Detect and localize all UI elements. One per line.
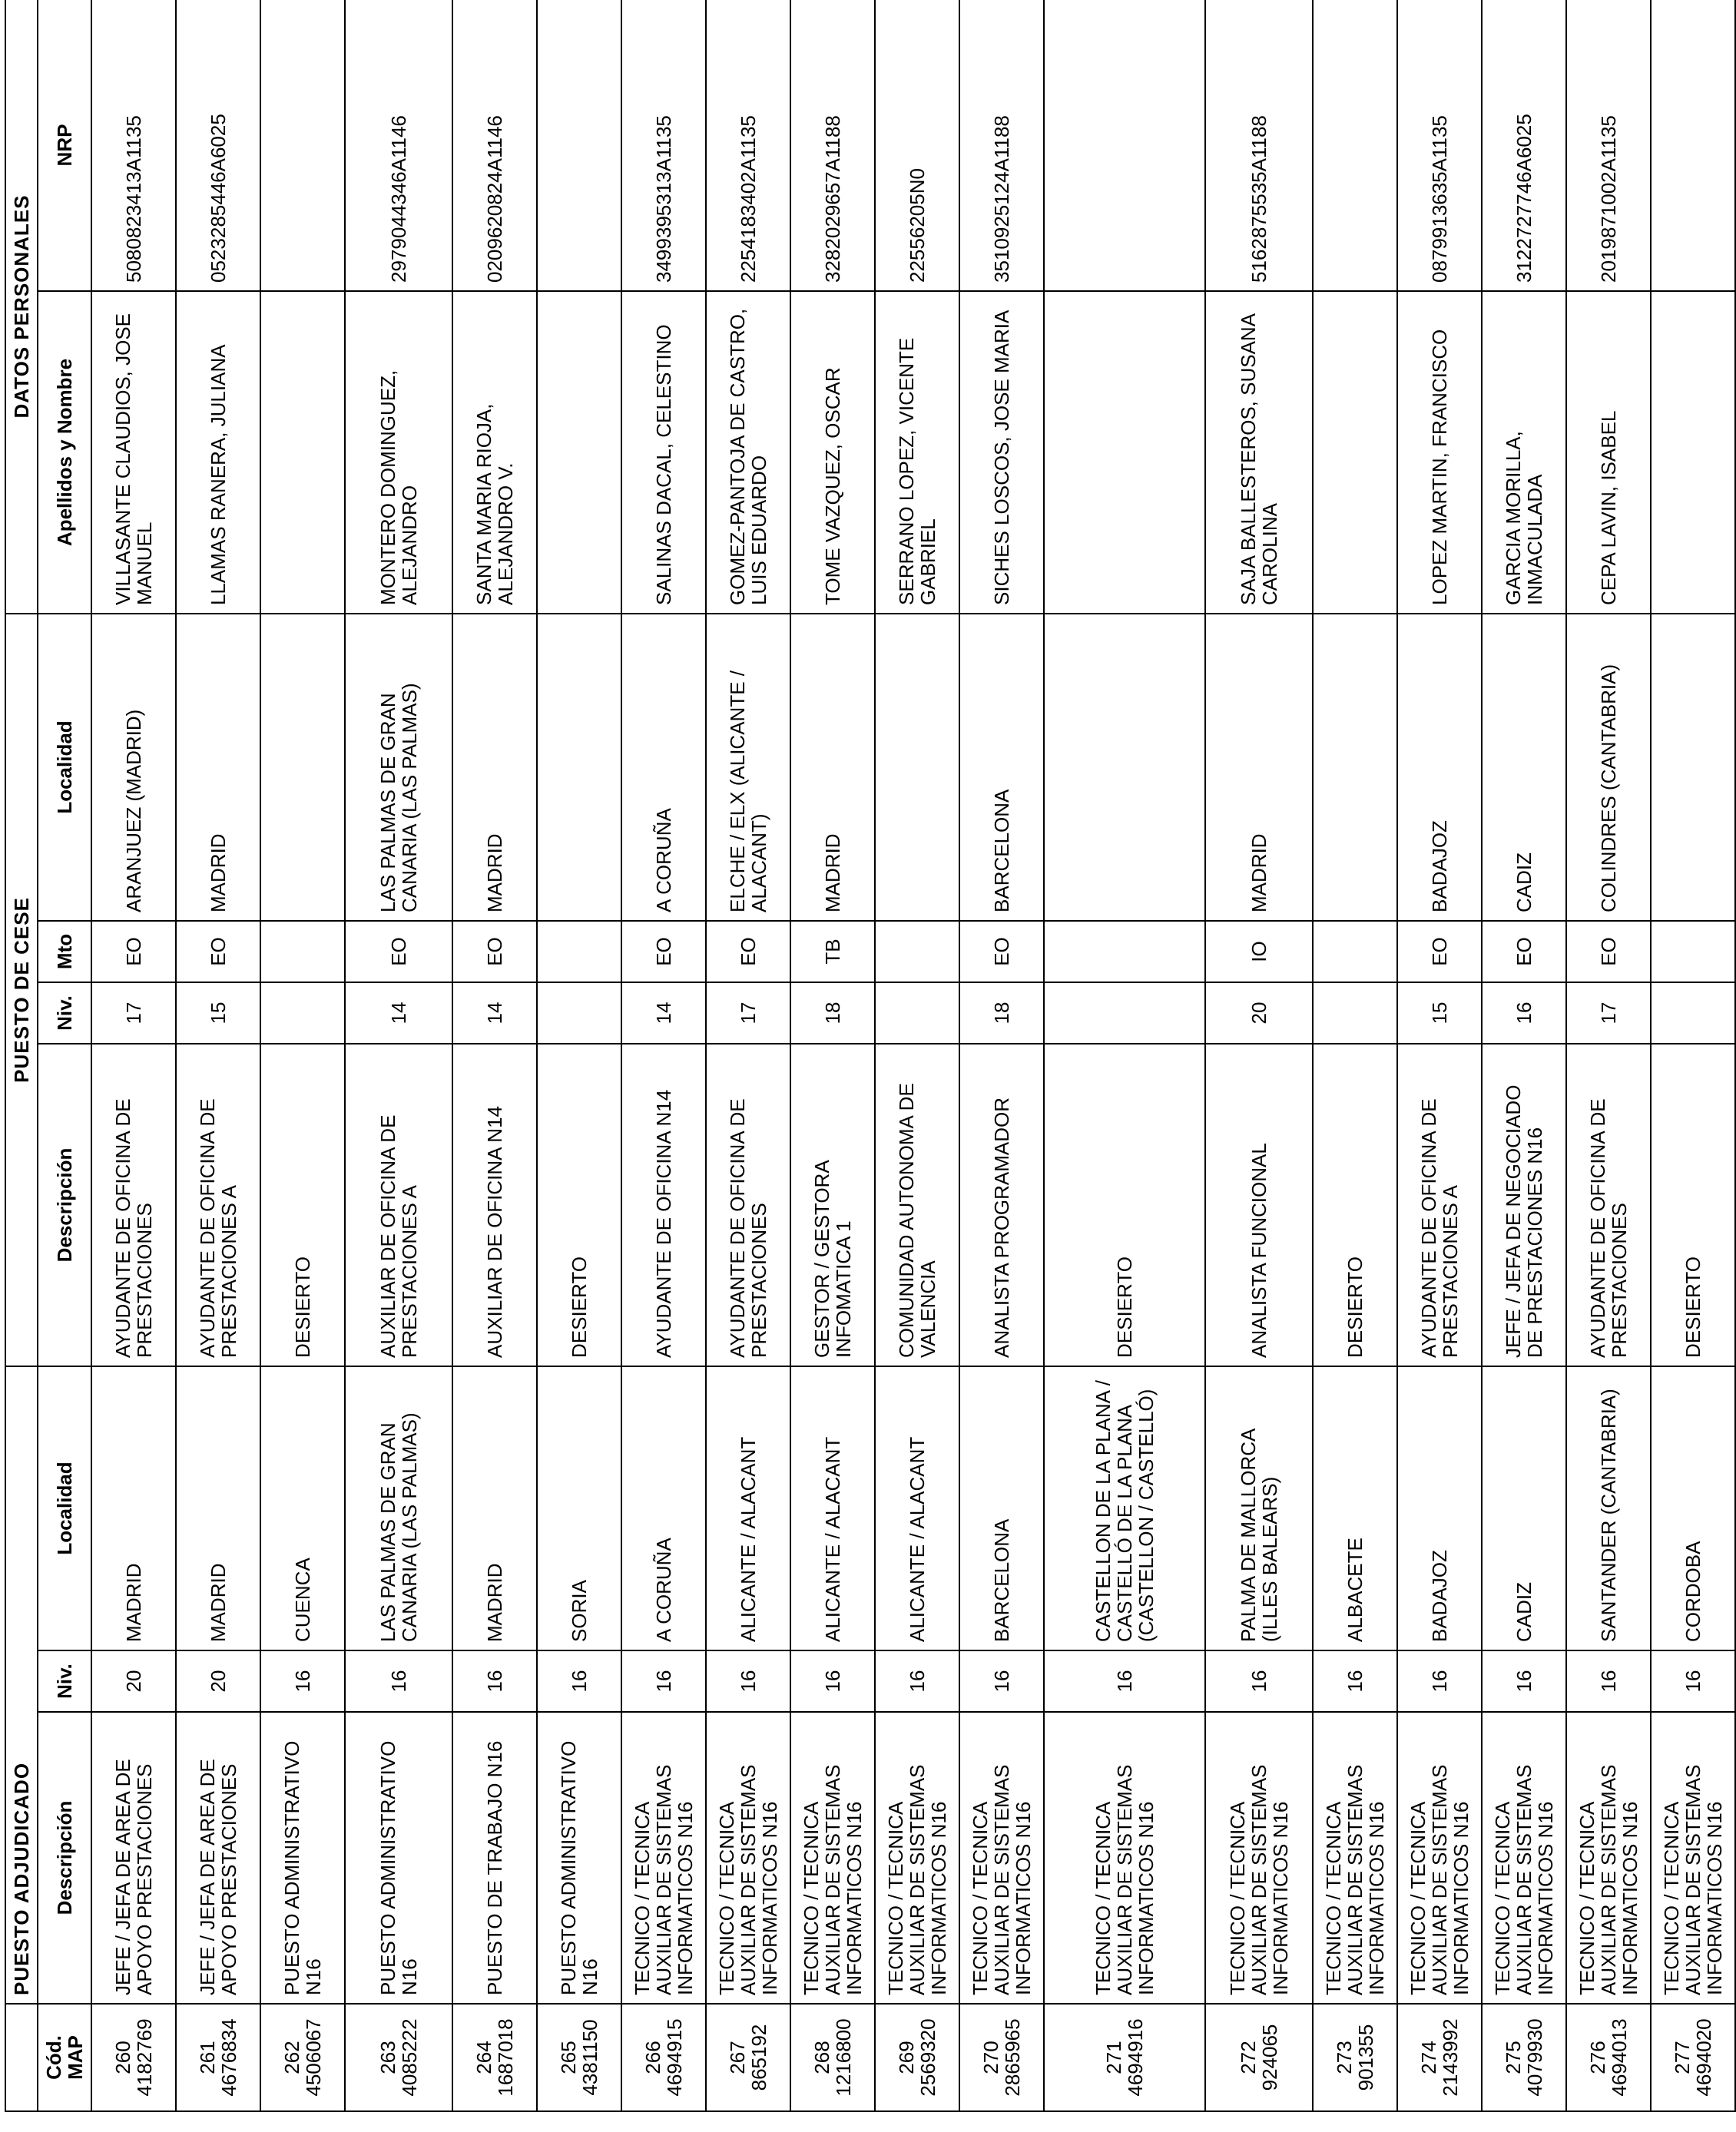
cell-cod-map xyxy=(176,2004,260,2111)
map-code: 865192 xyxy=(747,2024,770,2091)
cell-nrp: 0523285446A6025 xyxy=(176,0,260,291)
cell-mto: EO xyxy=(345,921,452,982)
cell-cod-map xyxy=(790,2004,875,2111)
cell-descripcion: TECNICO / TECNICA AUXILIAR DE SISTEMAS INFORMATICOS N16 xyxy=(1566,1712,1651,2004)
cell-mto: EO xyxy=(1397,921,1482,982)
cell-cod-map xyxy=(345,2004,452,2111)
cell-cese-descripcion: AUXILIAR DE OFICINA DE PRESTACIONES A xyxy=(345,1044,452,1366)
cell-cese-localidad xyxy=(1651,614,1735,921)
cell-cese-localidad: MADRID xyxy=(1205,614,1313,921)
cell-cese-niv: 15 xyxy=(1397,982,1482,1044)
header-cese-descripcion: Descripción xyxy=(38,1044,91,1366)
cell-nrp: 22556205N0 xyxy=(875,0,959,291)
cell-niv: 16 xyxy=(706,1650,790,1712)
cell-niv: 16 xyxy=(1651,1650,1735,1712)
cell-mto xyxy=(537,921,621,982)
cell-cod-map xyxy=(1313,2004,1397,2111)
cell-localidad: CORDOBA xyxy=(1651,1366,1735,1650)
cell-nrp: 3510925124A1188 xyxy=(959,0,1044,291)
cell-nrp: 0209620824A1146 xyxy=(452,0,537,291)
cell-cod-map xyxy=(1205,2004,1313,2111)
map-code: 4506067 xyxy=(302,2018,325,2097)
cell-apellidos-nombre: SANTA MARIA RIOJA, ALEJANDRO V. xyxy=(452,291,537,614)
cell-cese-descripcion: DESIERTO xyxy=(1313,1044,1397,1366)
row-number: 276 xyxy=(1586,2041,1609,2074)
map-code: 4381150 xyxy=(578,2019,601,2096)
header-apellidos-nombre: Apellidos y Nombre xyxy=(38,291,91,614)
cell-cese-descripcion: DESIERTO xyxy=(260,1044,345,1366)
cell-cese-niv: 14 xyxy=(621,982,706,1044)
cell-nrp xyxy=(537,0,621,291)
cell-nrp: 5162875535A1188 xyxy=(1205,0,1313,291)
row-number: 272 xyxy=(1237,2041,1260,2074)
header-descripcion: Descripción xyxy=(38,1712,91,2004)
cell-cese-niv: 14 xyxy=(345,982,452,1044)
cell-mto xyxy=(1313,921,1397,982)
table-row xyxy=(1397,0,1482,2111)
table-body xyxy=(91,0,1735,2111)
cell-cod-map xyxy=(452,2004,537,2111)
cell-nrp xyxy=(1651,0,1735,291)
cell-cese-niv: 17 xyxy=(91,982,176,1044)
cell-apellidos-nombre xyxy=(1044,291,1205,614)
cell-descripcion: TECNICO / TECNICA AUXILIAR DE SISTEMAS INFORMATICOS N16 xyxy=(875,1712,959,2004)
section-adjudicado: PUESTO ADJUDICADO xyxy=(5,1366,38,2004)
cell-niv: 20 xyxy=(91,1650,176,1712)
cell-cese-descripcion: GESTOR / GESTORA INFOMATICA 1 xyxy=(790,1044,875,1366)
cell-cese-localidad: A CORUÑA xyxy=(621,614,706,921)
cell-niv: 16 xyxy=(790,1650,875,1712)
cell-localidad: CUENCA xyxy=(260,1366,345,1650)
table-row xyxy=(1313,0,1397,2111)
cell-cese-descripcion: AYUDANTE DE OFICINA DE PRESTACIONES xyxy=(706,1044,790,1366)
row-number: 273 xyxy=(1333,2041,1356,2074)
cell-cese-descripcion: ANALISTA FUNCIONAL xyxy=(1205,1044,1313,1366)
cell-apellidos-nombre: GARCIA MORILLA, INMACULADA xyxy=(1482,291,1566,614)
cell-descripcion: TECNICO / TECNICA AUXILIAR DE SISTEMAS INFORMATICOS N16 xyxy=(1044,1712,1205,2004)
map-code: 4694915 xyxy=(663,2018,686,2097)
cell-niv: 16 xyxy=(875,1650,959,1712)
cell-mto: EO xyxy=(706,921,790,982)
cell-cese-localidad: LAS PALMAS DE GRAN CANARIA (LAS PALMAS) xyxy=(345,614,452,921)
row-number: 270 xyxy=(979,2041,1002,2074)
cell-localidad: SANTANDER (CANTABRIA) xyxy=(1566,1366,1651,1650)
cell-niv: 20 xyxy=(176,1650,260,1712)
row-number: 263 xyxy=(376,2041,399,2074)
table-row xyxy=(1651,0,1735,2111)
row-number: 274 xyxy=(1417,2041,1440,2074)
table-row xyxy=(345,0,452,2111)
cell-cese-niv: 18 xyxy=(790,982,875,1044)
table-row xyxy=(537,0,621,2111)
cell-localidad: SORIA xyxy=(537,1366,621,1650)
cell-localidad: CADIZ xyxy=(1482,1366,1566,1650)
cell-cese-localidad: MADRID xyxy=(452,614,537,921)
cell-nrp: 2019871002A1135 xyxy=(1566,0,1651,291)
map-code: 1216800 xyxy=(832,2018,855,2097)
cell-nrp xyxy=(1313,0,1397,291)
table-row xyxy=(91,0,176,2111)
cell-apellidos-nombre: VILLASANTE CLAUDIOS, JOSE MANUEL xyxy=(91,291,176,614)
cell-niv: 16 xyxy=(1566,1650,1651,1712)
row-number: 267 xyxy=(726,2041,749,2074)
cell-nrp: 5080823413A1135 xyxy=(91,0,176,291)
cell-niv: 16 xyxy=(260,1650,345,1712)
cell-mto: TB xyxy=(790,921,875,982)
section-cese: PUESTO DE CESE xyxy=(5,614,38,1366)
cell-localidad: A CORUÑA xyxy=(621,1366,706,1650)
cell-cese-descripcion: AYUDANTE DE OFICINA N14 xyxy=(621,1044,706,1366)
row-number: 269 xyxy=(895,2041,918,2074)
cell-localidad: PALMA DE MALLORCA (ILLES BALEARS) xyxy=(1205,1366,1313,1650)
cell-mto: EO xyxy=(959,921,1044,982)
row-number: 262 xyxy=(280,2041,303,2074)
cell-mto: EO xyxy=(1566,921,1651,982)
cell-niv: 16 xyxy=(621,1650,706,1712)
cell-mto: EO xyxy=(1482,921,1566,982)
cell-cese-descripcion: DESIERTO xyxy=(1651,1044,1735,1366)
section-header-row xyxy=(5,0,38,2111)
cell-cese-niv xyxy=(537,982,621,1044)
cell-apellidos-nombre xyxy=(1651,291,1735,614)
cell-niv: 16 xyxy=(1205,1650,1313,1712)
cell-cod-map xyxy=(260,2004,345,2111)
cell-cese-niv xyxy=(875,982,959,1044)
cell-nrp xyxy=(1044,0,1205,291)
cell-cod-map xyxy=(91,2004,176,2111)
cell-cese-niv: 14 xyxy=(452,982,537,1044)
cell-descripcion: TECNICO / TECNICA AUXILIAR DE SISTEMAS INFORMATICOS N16 xyxy=(1205,1712,1313,2004)
cell-apellidos-nombre: GOMEZ-PANTOJA DE CASTRO, LUIS EDUARDO xyxy=(706,291,790,614)
section-datos-personales: DATOS PERSONALES xyxy=(5,0,38,614)
assignment-table xyxy=(5,0,1736,2112)
cell-cese-localidad: BADAJOZ xyxy=(1397,614,1482,921)
cell-cese-niv xyxy=(1651,982,1735,1044)
cell-localidad: LAS PALMAS DE GRAN CANARIA (LAS PALMAS) xyxy=(345,1366,452,1650)
map-code: 924065 xyxy=(1258,2024,1281,2091)
cell-cese-localidad xyxy=(875,614,959,921)
table-row xyxy=(1566,0,1651,2111)
cell-nrp: 3499395313A1135 xyxy=(621,0,706,291)
cell-cese-niv xyxy=(1313,982,1397,1044)
cell-cod-map xyxy=(621,2004,706,2111)
cell-nrp: 2979044346A1146 xyxy=(345,0,452,291)
table-row xyxy=(1044,0,1205,2111)
cell-localidad: ALICANTE / ALACANT xyxy=(790,1366,875,1650)
map-code: 4085222 xyxy=(398,2018,421,2097)
table-row xyxy=(452,0,537,2111)
cell-niv: 16 xyxy=(537,1650,621,1712)
cell-descripcion: PUESTO DE TRABAJO N16 xyxy=(452,1712,537,2004)
map-code: 2865965 xyxy=(1001,2018,1024,2097)
cell-cese-descripcion: AUXILIAR DE OFICINA N14 xyxy=(452,1044,537,1366)
cell-descripcion: TECNICO / TECNICA AUXILIAR DE SISTEMAS INFORMATICOS N16 xyxy=(959,1712,1044,2004)
cell-descripcion: TECNICO / TECNICA AUXILIAR DE SISTEMAS INFORMATICOS N16 xyxy=(621,1712,706,2004)
cell-apellidos-nombre xyxy=(537,291,621,614)
cell-apellidos-nombre: LLAMAS RANERA, JULIANA xyxy=(176,291,260,614)
row-number: 271 xyxy=(1102,2041,1125,2074)
cell-niv: 16 xyxy=(1044,1650,1205,1712)
cell-cese-localidad xyxy=(260,614,345,921)
header-cese-niv: Niv. xyxy=(38,982,91,1044)
row-number: 266 xyxy=(641,2041,664,2074)
cell-descripcion: TECNICO / TECNICA AUXILIAR DE SISTEMAS INFORMATICOS N16 xyxy=(790,1712,875,2004)
cell-descripcion: TECNICO / TECNICA AUXILIAR DE SISTEMAS INFORMATICOS N16 xyxy=(1397,1712,1482,2004)
map-code: 2569320 xyxy=(916,2018,939,2097)
cell-cese-descripcion: AYUDANTE DE OFICINA DE PRESTACIONES xyxy=(1566,1044,1651,1366)
cell-nrp xyxy=(260,0,345,291)
header-cod-map: Cód. MAP xyxy=(38,2004,91,2111)
cell-cese-descripcion: DESIERTO xyxy=(537,1044,621,1366)
cell-localidad: BADAJOZ xyxy=(1397,1366,1482,1650)
cell-cese-localidad: BARCELONA xyxy=(959,614,1044,921)
cell-mto: EO xyxy=(91,921,176,982)
cell-cese-descripcion: COMUNIDAD AUTONOMA DE VALENCIA xyxy=(875,1044,959,1366)
cell-cese-localidad xyxy=(1044,614,1205,921)
row-number: 268 xyxy=(810,2041,833,2074)
cell-cese-niv: 20 xyxy=(1205,982,1313,1044)
cell-descripcion: TECNICO / TECNICA AUXILIAR DE SISTEMAS INFORMATICOS N16 xyxy=(1313,1712,1397,2004)
map-code: 4676834 xyxy=(217,2018,240,2097)
cell-mto: EO xyxy=(176,921,260,982)
cell-cese-localidad: COLINDRES (CANTABRIA) xyxy=(1566,614,1651,921)
cell-apellidos-nombre: TOME VAZQUEZ, OSCAR xyxy=(790,291,875,614)
cell-apellidos-nombre: SERRANO LOPEZ, VICENTE GABRIEL xyxy=(875,291,959,614)
table-row xyxy=(706,0,790,2111)
cell-apellidos-nombre xyxy=(260,291,345,614)
map-code: 4694916 xyxy=(1124,2018,1147,2097)
map-code: 2143992 xyxy=(1439,2018,1462,2097)
cell-cod-map xyxy=(1566,2004,1651,2111)
map-code: 4694020 xyxy=(1692,2018,1715,2097)
cell-cese-descripcion: DESIERTO xyxy=(1044,1044,1205,1366)
table-row xyxy=(1205,0,1313,2111)
cell-mto xyxy=(260,921,345,982)
cell-descripcion: PUESTO ADMINISTRATIVO N16 xyxy=(537,1712,621,2004)
cell-cese-niv: 16 xyxy=(1482,982,1566,1044)
cell-descripcion: JEFE / JEFA DE AREA DE APOYO PRESTACIONES xyxy=(176,1712,260,2004)
header-cese-localidad: Localidad xyxy=(38,614,91,921)
cell-nrp: 3282029657A1188 xyxy=(790,0,875,291)
cell-cod-map xyxy=(959,2004,1044,2111)
cell-apellidos-nombre: LOPEZ MARTIN, FRANCISCO xyxy=(1397,291,1482,614)
cell-descripcion: TECNICO / TECNICA AUXILIAR DE SISTEMAS INFORMATICOS N16 xyxy=(1651,1712,1735,2004)
row-number: 260 xyxy=(111,2041,134,2074)
cell-cese-niv: 17 xyxy=(1566,982,1651,1044)
cell-cod-map xyxy=(1044,2004,1205,2111)
table-row xyxy=(790,0,875,2111)
map-code: 4694013 xyxy=(1608,2018,1631,2097)
cell-nrp: 0879913635A1135 xyxy=(1397,0,1482,291)
cell-cese-descripcion: ANALISTA PROGRAMADOR xyxy=(959,1044,1044,1366)
cell-mto: IO xyxy=(1205,921,1313,982)
cell-mto xyxy=(1651,921,1735,982)
cell-cod-map xyxy=(1482,2004,1566,2111)
table-row xyxy=(875,0,959,2111)
map-code: 901355 xyxy=(1354,2024,1377,2091)
cell-cese-niv: 18 xyxy=(959,982,1044,1044)
map-code: 4182769 xyxy=(133,2018,156,2097)
cell-cese-descripcion: AYUDANTE DE OFICINA DE PRESTACIONES A xyxy=(176,1044,260,1366)
cell-apellidos-nombre: CEPA LAVIN, ISABEL xyxy=(1566,291,1651,614)
cell-niv: 16 xyxy=(1313,1650,1397,1712)
row-number: 275 xyxy=(1502,2041,1525,2074)
cell-cod-map xyxy=(1651,2004,1735,2111)
map-code: 4079930 xyxy=(1523,2018,1546,2097)
cell-niv: 16 xyxy=(959,1650,1044,1712)
cell-descripcion: PUESTO ADMINISTRATIVO N16 xyxy=(260,1712,345,2004)
row-number: 264 xyxy=(472,2041,495,2074)
cell-cese-niv: 15 xyxy=(176,982,260,1044)
cell-mto: EO xyxy=(452,921,537,982)
cell-cese-localidad: ARANJUEZ (MADRID) xyxy=(91,614,176,921)
cell-cese-localidad: MADRID xyxy=(176,614,260,921)
table-row xyxy=(176,0,260,2111)
cell-niv: 16 xyxy=(1397,1650,1482,1712)
cell-nrp: 2254183402A1135 xyxy=(706,0,790,291)
cell-niv: 16 xyxy=(1482,1650,1566,1712)
cell-apellidos-nombre: SAJA BALLESTEROS, SUSANA CAROLINA xyxy=(1205,291,1313,614)
cell-cese-localidad: CADIZ xyxy=(1482,614,1566,921)
cell-cese-localidad: ELCHE / ELX (ALICANTE / ALACANT) xyxy=(706,614,790,921)
cell-cese-niv xyxy=(1044,982,1205,1044)
cell-localidad: MADRID xyxy=(91,1366,176,1650)
cell-niv: 16 xyxy=(452,1650,537,1712)
corner-cell xyxy=(5,2004,38,2111)
table-row xyxy=(959,0,1044,2111)
cell-cod-map xyxy=(1397,2004,1482,2111)
cell-localidad: CASTELLON DE LA PLANA / CASTELLÓ DE LA PLANA (CASTELLON / CASTELLÓ) xyxy=(1044,1366,1205,1650)
cell-cod-map xyxy=(875,2004,959,2111)
header-nrp: NRP xyxy=(38,0,91,291)
cell-mto xyxy=(875,921,959,982)
cell-descripcion: PUESTO ADMINISTRATIVO N16 xyxy=(345,1712,452,2004)
cell-cese-localidad xyxy=(537,614,621,921)
cell-localidad: ALICANTE / ALACANT xyxy=(875,1366,959,1650)
cell-mto xyxy=(1044,921,1205,982)
cell-cese-descripcion: AYUDANTE DE OFICINA DE PRESTACIONES A xyxy=(1397,1044,1482,1366)
cell-cod-map xyxy=(706,2004,790,2111)
row-number: 265 xyxy=(557,2041,580,2074)
cell-descripcion: JEFE / JEFA DE AREA DE APOYO PRESTACIONES xyxy=(91,1712,176,2004)
cell-cese-localidad xyxy=(1313,614,1397,921)
cell-apellidos-nombre xyxy=(1313,291,1397,614)
cell-apellidos-nombre: SICHES LOSCOS, JOSE MARIA xyxy=(959,291,1044,614)
header-mto: Mto xyxy=(38,921,91,982)
cell-localidad: ALICANTE / ALACANT xyxy=(706,1366,790,1650)
table-row xyxy=(1482,0,1566,2111)
table-row xyxy=(260,0,345,2111)
cell-nrp: 3122727746A6025 xyxy=(1482,0,1566,291)
column-header-row xyxy=(38,0,91,2111)
cell-cese-niv xyxy=(260,982,345,1044)
cell-descripcion: TECNICO / TECNICA AUXILIAR DE SISTEMAS INFORMATICOS N16 xyxy=(1482,1712,1566,2004)
cell-localidad: MADRID xyxy=(452,1366,537,1650)
cell-localidad: BARCELONA xyxy=(959,1366,1044,1650)
cell-apellidos-nombre: SALINAS DACAL, CELESTINO xyxy=(621,291,706,614)
cell-cese-localidad: MADRID xyxy=(790,614,875,921)
cell-cese-descripcion: JEFE / JEFA DE NEGOCIADO DE PRESTACIONES N16 xyxy=(1482,1044,1566,1366)
table-row xyxy=(621,0,706,2111)
cell-localidad: MADRID xyxy=(176,1366,260,1650)
cell-cese-descripcion: AYUDANTE DE OFICINA DE PRESTACIONES xyxy=(91,1044,176,1366)
cell-apellidos-nombre: MONTERO DOMINGUEZ, ALEJANDRO xyxy=(345,291,452,614)
map-code: 1687018 xyxy=(494,2018,517,2097)
cell-localidad: ALBACETE xyxy=(1313,1366,1397,1650)
cell-descripcion: TECNICO / TECNICA AUXILIAR DE SISTEMAS INFORMATICOS N16 xyxy=(706,1712,790,2004)
cell-cod-map xyxy=(537,2004,621,2111)
header-localidad: Localidad xyxy=(38,1366,91,1650)
header-niv: Niv. xyxy=(38,1650,91,1712)
cell-niv: 16 xyxy=(345,1650,452,1712)
cell-cese-niv: 17 xyxy=(706,982,790,1044)
row-number: 277 xyxy=(1671,2041,1694,2074)
row-number: 261 xyxy=(196,2041,219,2074)
cell-mto: EO xyxy=(621,921,706,982)
